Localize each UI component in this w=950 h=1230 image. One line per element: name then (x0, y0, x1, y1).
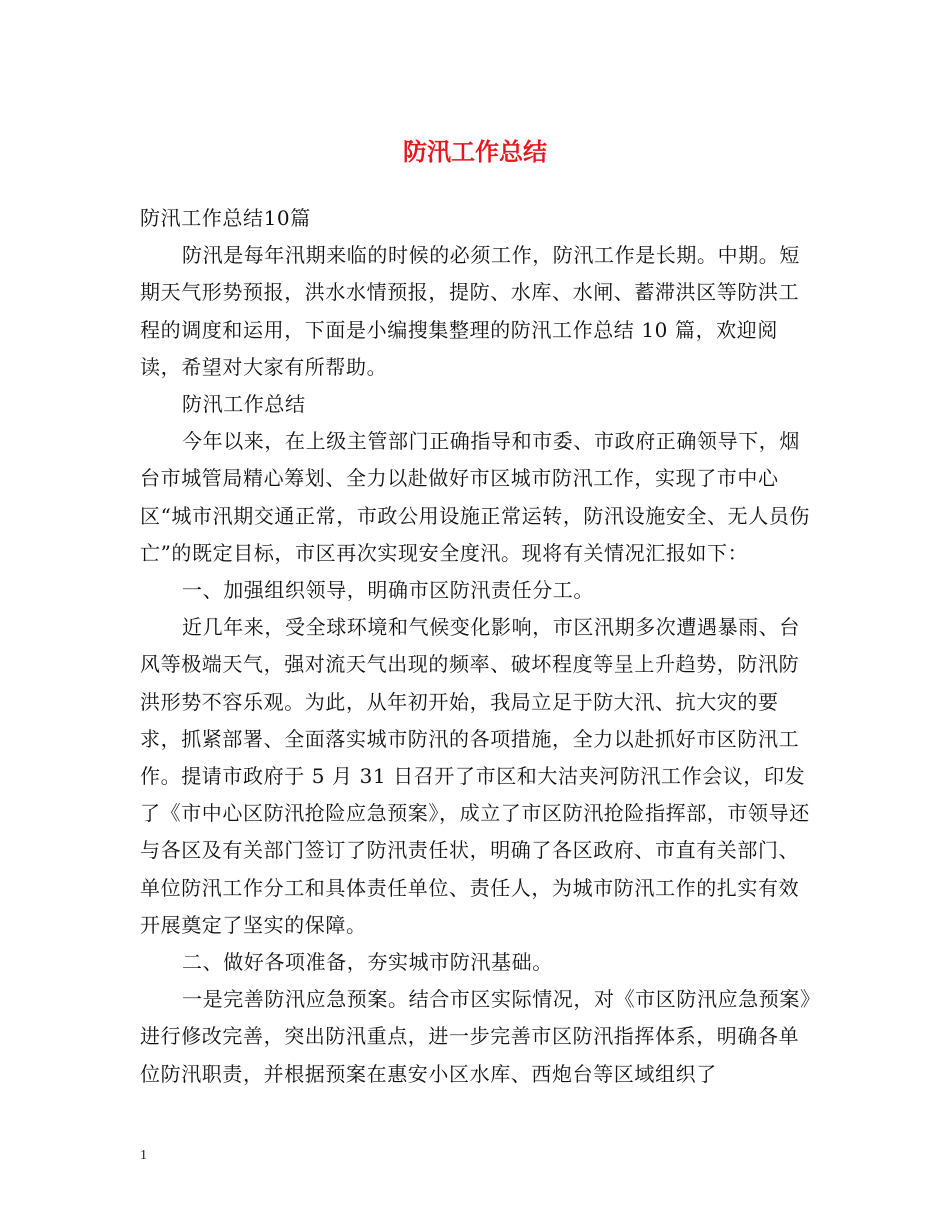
paragraph-organization: 近几年来，受全球环境和气候变化影响，市区汛期多次遭遇暴雨、台风等极端天气，强对流天气出现的频率、破坏程度等呈上升趋势，防汛防洪形势不容乐观。为此，从年初开始，我局立足于防大汛、抗大灾的要求，抓紧部署、全面落实城市防汛的各项措施，全力以赴抓好市区防汛工作。提请市政府于 5 月 31 日召开了市区和大沽夹河防汛工作会议，印发了《市中心区防汛抢险应急预案》，成立了市区防汛抢险指挥部，市领导还与各区及有关部门签订了防汛责任状，明确了各区政府、市直有关部门、单位防汛工作分工和具体责任单位、责任人，为城市防汛工作的扎实有效开展奠定了坚实的保障。 (140, 615, 810, 937)
paragraph-preparation: 一是完善防汛应急预案。结合市区实际情况，对《市区防汛应急预案》进行修改完善，突出防汛重点，进一步完善市区防汛指挥体系，明确各单位防汛职责，并根据预案在惠安小区水库、西炮台等区域组织了 (140, 987, 811, 1086)
paragraph-heading-1: 一、加强组织领导，明确市区防汛责任分工。 (182, 578, 594, 603)
paragraph-overview: 今年以来，在上级主管部门正确指导和市委、市政府正确领导下，烟台市城管局精心筹划、全力以赴做好市区城市防汛工作，实现了市中心区“城市汛期交通正常，市政公用设施正常运转，防汛设施安全、无人员伤亡”的既定目标，市区再次实现安全度汛。现将有关情况汇报如下： (140, 429, 811, 565)
document-subtitle: 防汛工作总结10篇 (140, 206, 311, 230)
paragraph-section-heading: 防汛工作总结 (182, 392, 306, 417)
document-title: 防汛工作总结 (403, 138, 547, 166)
paragraph-heading-2: 二、做好各项准备，夯实城市防汛基础。 (182, 950, 553, 975)
document-body (140, 200, 812, 1093)
paragraph-intro: 防汛是每年汛期来临的时候的必须工作，防汛工作是长期。中期。短期天气形势预报，洪水水情预报，提防、水库、水闸、蓄滞洪区等防洪工程的调度和运用，下面是小编搜集整理的防汛工作总结 10 篇，欢迎阅读，希望对大家有所帮助。 (140, 243, 800, 379)
page-number: 1 (140, 1148, 147, 1163)
